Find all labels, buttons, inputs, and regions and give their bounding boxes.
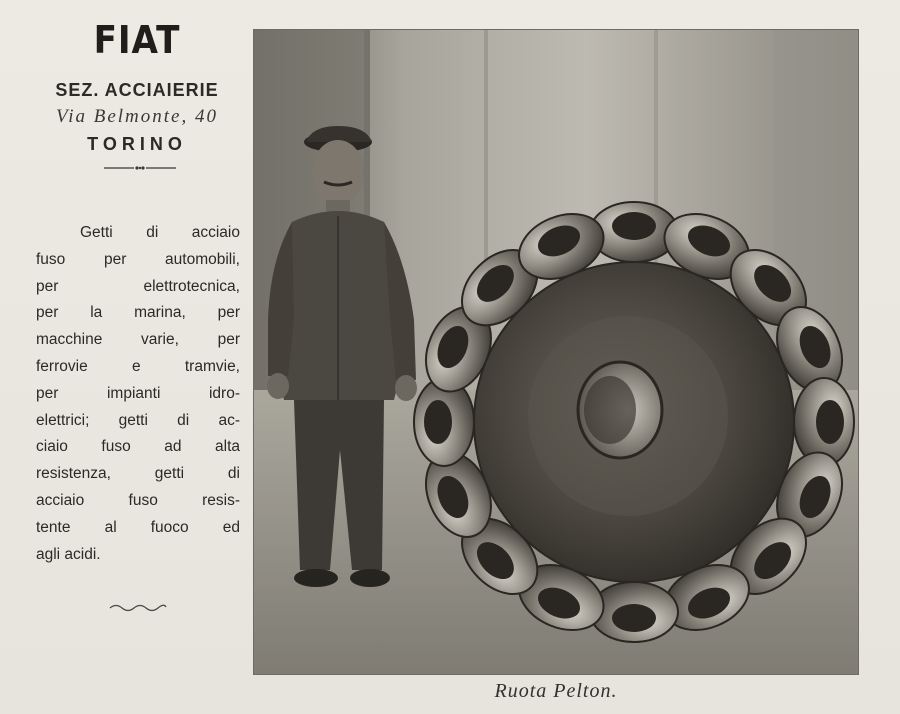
description-line: per elettrotecnica, xyxy=(36,277,240,295)
city-name: TORINO xyxy=(87,134,187,154)
description-line: macchine varie, per xyxy=(36,331,240,349)
description-line: per impianti idro- xyxy=(36,384,240,402)
description-line: per la marina, per xyxy=(36,304,240,322)
description-line: elettrici; getti di ac- xyxy=(36,411,240,429)
text-column xyxy=(22,18,252,698)
brand-logo: FIAT xyxy=(93,18,181,62)
description-line: fuso per automobili, xyxy=(36,250,240,268)
photo-caption: Ruota Pelton. xyxy=(494,680,618,702)
description-line: ferrovie e tramvie, xyxy=(36,357,240,375)
divider-ornament xyxy=(104,164,176,172)
pelton-wheel xyxy=(414,202,854,642)
description-line: acciaio fuso resis- xyxy=(36,491,240,509)
description-line: agli acidi. xyxy=(36,545,101,563)
pelton-wheel-photo xyxy=(254,30,858,674)
photo-illustration xyxy=(254,30,858,674)
product-description xyxy=(36,220,240,568)
description-line: Getti di acciaio xyxy=(80,224,240,241)
street-address: Via Belmonte, 40 xyxy=(56,106,218,127)
squiggle-ornament xyxy=(108,602,168,612)
description-line: ciaio fuso ad alta xyxy=(36,438,240,456)
description-line: tente al fuoco ed xyxy=(36,518,240,536)
description-line: resistenza, getti di xyxy=(36,465,240,483)
division-name: SEZ. ACCIAIERIE xyxy=(55,80,219,100)
